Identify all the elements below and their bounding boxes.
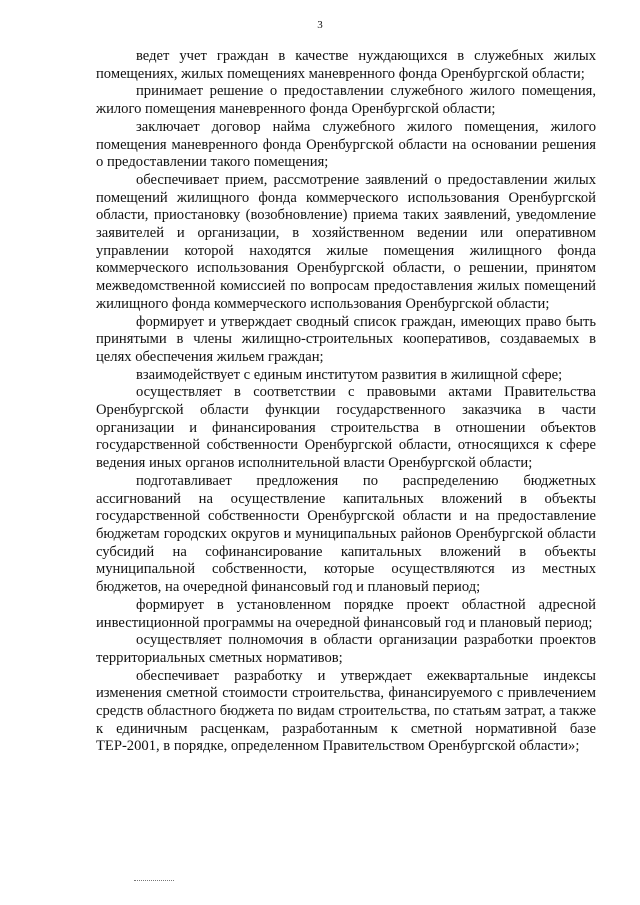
- document-body: [96, 48, 596, 756]
- footer-divider: [134, 880, 174, 881]
- paragraph-10: осуществляет полномочия в области организации разработки проектов территориальных сметных нормативов;: [96, 632, 596, 666]
- paragraph-8: подготавливает предложения по распределению бюджетных ассигнований на осуществление капитальных вложений в объекты государственной собственности Оренбургской области и на предоставление бюджетам городских округов и муниципальных районов Оренбургской области субсидий на софинансирование капитальных вложений в объекты муниципальной собственности, которые осуществляются из местных бюджетов, на очередной финансовый год и плановый период;: [96, 472, 596, 596]
- page-number: 3: [317, 19, 323, 31]
- paragraph-7: осуществляет в соответствии с правовыми актами Правительства Оренбургской области функции государственного заказчика в части организации и финансирования строительства в отношении объектов государственной собственности Оренбургской области, относящихся к сфере ведения иных органов исполнительной власти Оренбургской области;: [96, 384, 596, 472]
- paragraph-2: принимает решение о предоставлении служебного жилого помещения, жилого помещения маневренного фонда Оренбургской области;: [96, 83, 596, 118]
- paragraph-5: формирует и утверждает сводный список граждан, имеющих право быть принятыми в члены жилищно-строительных кооперативов, создаваемых в целях обеспечения жильем граждан;: [96, 313, 596, 365]
- paragraph-4: обеспечивает прием, рассмотрение заявлений о предоставлении жилых помещений жилищного фонда коммерческого использования Оренбургской области, приостановку (возобновление) приема таких заявлений, уведомление заявителей и организации, в хозяйственном ведении или оперативном управлении которой находятся жилые помещения жилищного фонда коммерческого использования Оренбургской области, о решении, принятом межведомственной комиссией по вопросам предоставления жилых помещений жилищного фонда коммерческого использования Оренбургской области;: [96, 171, 596, 312]
- paragraph-6: взаимодействует с единым институтом развития в жилищной сфере;: [136, 366, 563, 383]
- paragraph-11: обеспечивает разработку и утверждает ежеквартальные индексы изменения сметной стоимости строительства, финансируемого с привлечением средств областного бюджета по видам строительства, по статьям затрат, а также к единичным расценкам, разработанным к сметной нормативной базе ТЕР-2001, в порядке, определенном Правительством Оренбургской области»;: [96, 667, 596, 755]
- paragraph-1: ведет учет граждан в качестве нуждающихся в служебных жилых помещениях, жилых помещениях маневренного фонда Оренбургской области;: [96, 48, 596, 82]
- paragraph-3: заключает договор найма служебного жилого помещения, жилого помещения маневренного фонда Оренбургской области на основании решения о предоставлении такого помещения;: [96, 118, 596, 171]
- paragraph-9: формирует в установленном порядке проект областной адресной инвестиционной программы на очередной финансовый год и плановый период;: [96, 596, 596, 631]
